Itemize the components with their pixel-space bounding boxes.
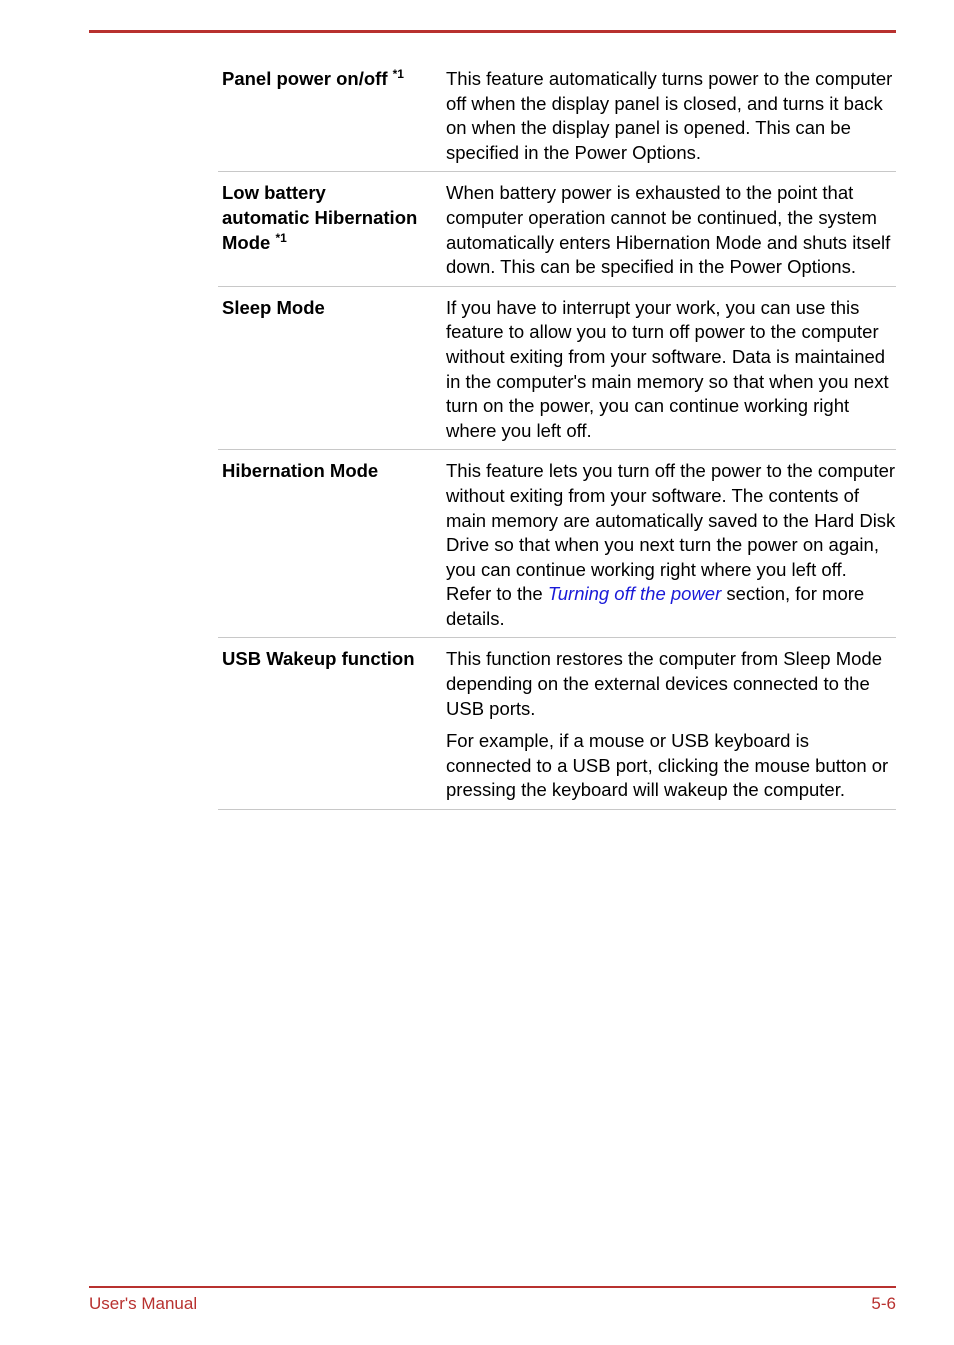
- term-hibernation-mode: Hibernation Mode: [222, 460, 379, 482]
- description-paragraph: This feature automatically turns power to the computer off when the display panel is closed, and turns it back on when the display panel is opened. This can be specified in the Power Options.: [446, 68, 893, 163]
- description: [442, 67, 896, 165]
- footnote-marker: *1: [275, 230, 287, 245]
- description: [442, 647, 896, 803]
- term-sleep-mode: Sleep Mode: [222, 296, 325, 318]
- feature-table: [218, 66, 896, 810]
- table-row: [218, 180, 896, 286]
- term-low-battery-hibernation: Low battery automatic Hibernation Mode $^{*1}$: [222, 182, 418, 253]
- description-paragraph: For example, if a mouse or USB keyboard is connected to a USB port, clicking the mouse button or pressing the keyboard will wakeup the computer.: [446, 730, 889, 801]
- table-row: [218, 295, 896, 451]
- description: [442, 296, 896, 444]
- footer-manual-title: User's Manual: [89, 1294, 198, 1313]
- header-rule: [89, 30, 896, 33]
- description-paragraph: This function restores the computer from Sleep Mode depending on the external devices connected to the USB ports.: [446, 648, 882, 719]
- term-usb-wakeup: USB Wakeup function: [222, 648, 415, 670]
- description-paragraph: This feature lets you turn off the power to the computer without exiting from your software. The contents of main memory are automatically saved to the Hard Disk Drive so that when you next turn the power on again, you can continue working right where you left off. Refer to the Turning off the power section, for more details.: [446, 460, 896, 629]
- footer-page-number: 5-6: [871, 1294, 896, 1313]
- footnote-marker: *1: [392, 67, 404, 81]
- turning-off-power-link[interactable]: Turning off the power: [547, 583, 722, 605]
- description-paragraph: When battery power is exhausted to the point that computer operation cannot be continued, the system automatically enters Hibernation Mode and shuts itself down. This can be specified in the Power Options.: [446, 182, 891, 278]
- table-row: [218, 458, 896, 638]
- term-panel-power: Panel power on/off $^{*1}$: [222, 67, 404, 89]
- footer-rule: [89, 1286, 896, 1288]
- table-row: [218, 646, 896, 810]
- table-row: [218, 66, 896, 172]
- description: [442, 459, 896, 631]
- description: [442, 181, 896, 279]
- description-paragraph: If you have to interrupt your work, you can use this feature to allow you to turn off power to the computer without exiting from your software. Data is maintained in the computer's main memory so that when you next turn on the power, you can continue working right where you left off.: [446, 296, 889, 441]
